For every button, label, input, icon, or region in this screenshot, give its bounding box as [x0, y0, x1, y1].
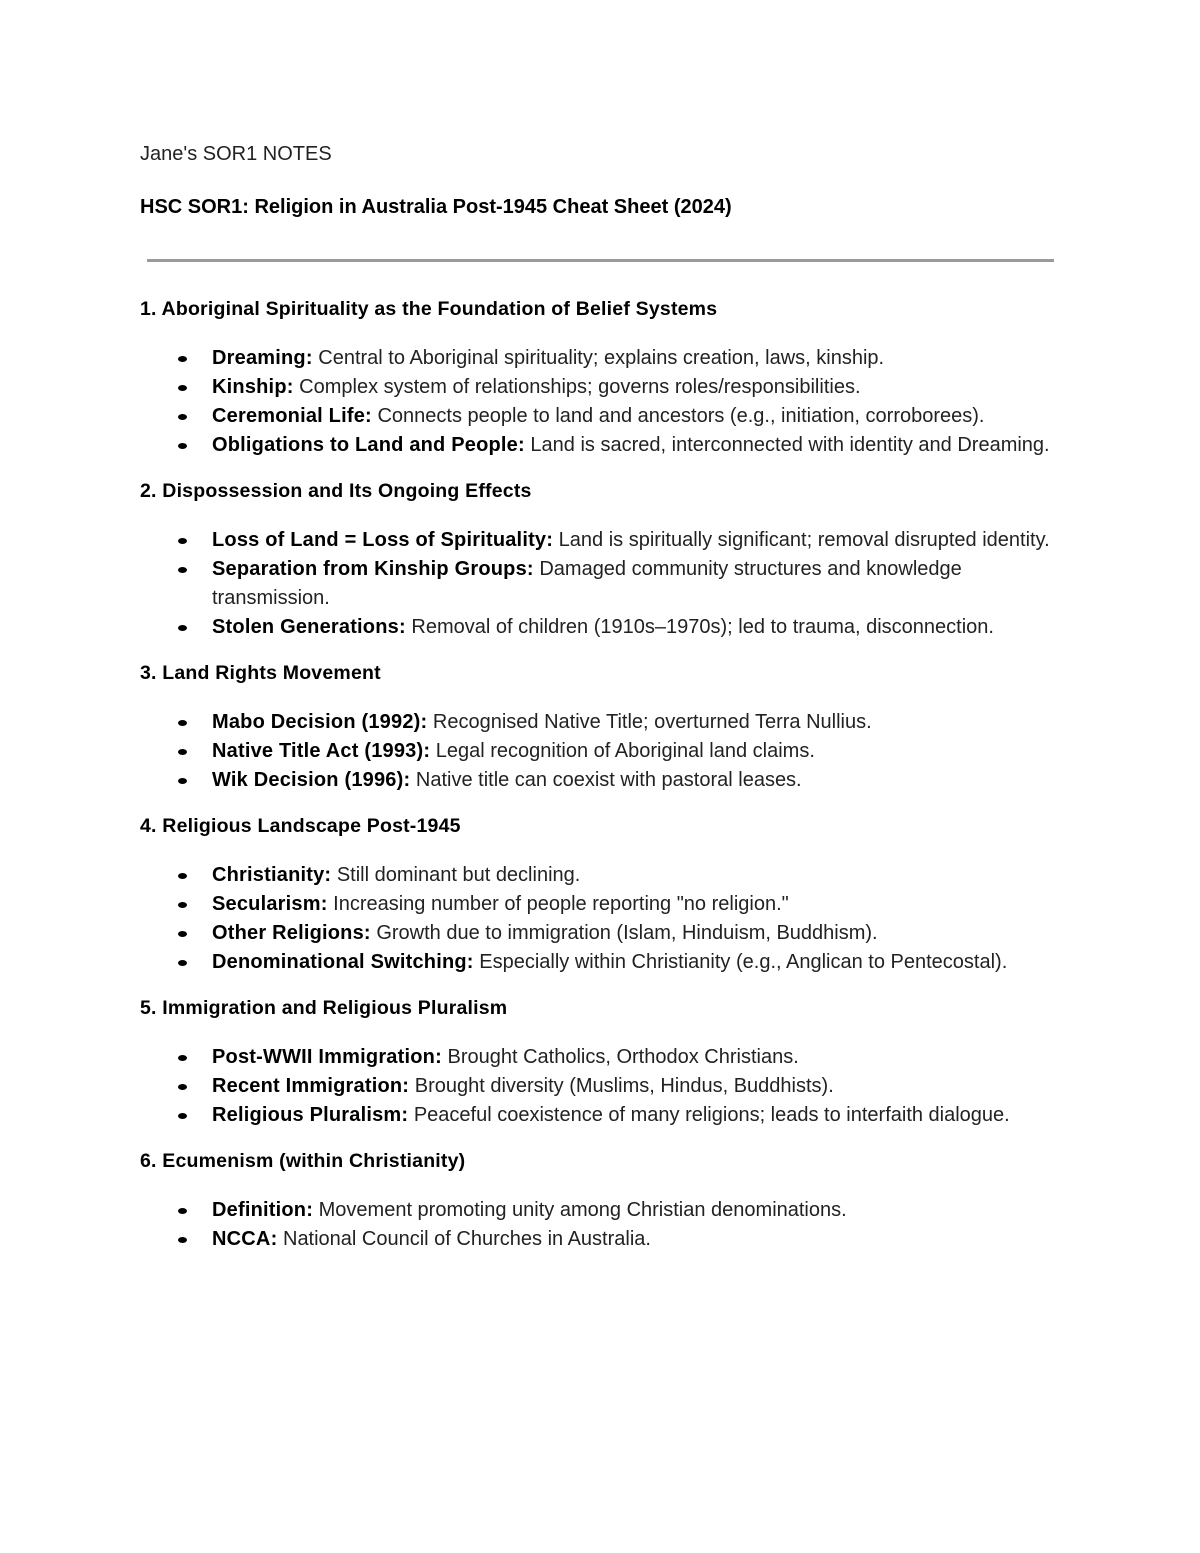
item-description: Growth due to immigration (Islam, Hinduism, Buddhism).	[370, 922, 878, 944]
item-term: Wik Decision (1996):	[212, 769, 411, 791]
item-description: Legal recognition of Aboriginal land claims.	[430, 740, 815, 762]
item-description: Peaceful coexistence of many religions; leads to interfaith dialogue.	[408, 1104, 1010, 1126]
item-description: Connects people to land and ancestors (e.g., initiation, corroborees).	[371, 405, 985, 427]
item-term: Christianity:	[212, 864, 332, 886]
item-term: Secularism:	[212, 893, 328, 915]
bullet-icon	[178, 414, 187, 420]
bullet-icon	[178, 720, 187, 726]
section-heading: 1. Aboriginal Spirituality as the Foundation of Belief Systems	[140, 298, 718, 320]
list-item	[140, 1225, 1080, 1254]
bullet-icon	[178, 1208, 187, 1214]
horizontal-divider	[147, 259, 1054, 262]
notes-section	[140, 812, 1080, 977]
list-item	[140, 613, 1080, 642]
list-item	[140, 373, 1080, 402]
item-description: Central to Aboriginal spirituality; explains creation, laws, kinship.	[312, 347, 885, 369]
item-term: Denominational Switching:	[212, 951, 474, 973]
notes-section	[140, 994, 1080, 1130]
item-term: Obligations to Land and People:	[212, 434, 525, 456]
list-item	[140, 1196, 1080, 1225]
bullet-list	[140, 861, 1080, 977]
item-term: Stolen Generations:	[212, 616, 406, 638]
item-term: Post-WWII Immigration:	[212, 1046, 442, 1068]
item-description: Removal of children (1910s–1970s); led to trauma, disconnection.	[405, 616, 994, 638]
list-item	[140, 431, 1080, 460]
bullet-icon	[178, 385, 187, 391]
item-description: Recognised Native Title; overturned Terra Nullius.	[427, 711, 872, 733]
bullet-icon	[178, 443, 187, 449]
list-item	[140, 1043, 1080, 1072]
bullet-list	[140, 344, 1080, 460]
item-description: Damaged community structures and knowledge transmission.	[212, 558, 962, 609]
list-item	[140, 919, 1080, 948]
bullet-icon	[178, 356, 187, 362]
list-item	[140, 708, 1080, 737]
document-subtitle: HSC SOR1: Religion in Australia Post-1945 Cheat Sheet (2024)	[140, 196, 732, 218]
notes-section	[140, 477, 1080, 642]
item-term: Definition:	[212, 1199, 314, 1221]
item-term: Other Religions:	[212, 922, 371, 944]
list-item	[140, 344, 1080, 373]
bullet-list	[140, 708, 1080, 795]
bullet-icon	[178, 873, 187, 879]
item-description: Increasing number of people reporting "no religion."	[327, 893, 789, 915]
bullet-icon	[178, 1237, 187, 1243]
item-description: Native title can coexist with pastoral leases.	[410, 769, 802, 791]
bullet-list	[140, 1196, 1080, 1254]
item-term: Religious Pluralism:	[212, 1104, 409, 1126]
item-term: Separation from Kinship Groups:	[212, 558, 534, 580]
item-term: Mabo Decision (1992):	[212, 711, 428, 733]
bullet-icon	[178, 1055, 187, 1061]
notes-section	[140, 295, 1080, 460]
item-term: Loss of Land = Loss of Spirituality:	[212, 529, 554, 551]
bullet-icon	[178, 538, 187, 544]
section-heading: 2. Dispossession and Its Ongoing Effects	[140, 480, 532, 502]
list-item	[140, 948, 1080, 977]
item-term: Kinship:	[212, 376, 294, 398]
list-item	[140, 526, 1080, 555]
item-description: Land is spiritually significant; removal disrupted identity.	[553, 529, 1050, 551]
bullet-icon	[178, 778, 187, 784]
item-term: Ceremonial Life:	[212, 405, 372, 427]
item-description: Land is sacred, interconnected with identity and Dreaming.	[524, 434, 1050, 456]
item-description: Brought Catholics, Orthodox Christians.	[441, 1046, 799, 1068]
item-description: Brought diversity (Muslims, Hindus, Buddhists).	[409, 1075, 834, 1097]
item-description: Especially within Christianity (e.g., Anglican to Pentecostal).	[473, 951, 1008, 973]
notes-sections	[140, 295, 1080, 1271]
notes-section	[140, 1147, 1080, 1254]
list-item	[140, 766, 1080, 795]
bullet-icon	[178, 749, 187, 755]
list-item	[140, 555, 1080, 613]
bullet-icon	[178, 902, 187, 908]
bullet-icon	[178, 960, 187, 966]
notes-section	[140, 659, 1080, 795]
section-heading: 3. Land Rights Movement	[140, 662, 381, 684]
list-item	[140, 737, 1080, 766]
bullet-list	[140, 526, 1080, 642]
list-item	[140, 402, 1080, 431]
bullet-list	[140, 1043, 1080, 1130]
section-heading: 5. Immigration and Religious Pluralism	[140, 997, 508, 1019]
list-item	[140, 861, 1080, 890]
item-term: Native Title Act (1993):	[212, 740, 431, 762]
list-item	[140, 890, 1080, 919]
bullet-icon	[178, 625, 187, 631]
item-description: Movement promoting unity among Christian denominations.	[313, 1199, 847, 1221]
item-description: Complex system of relationships; governs roles/responsibilities.	[293, 376, 861, 398]
section-heading: 6. Ecumenism (within Christianity)	[140, 1150, 466, 1172]
item-description: National Council of Churches in Australia.	[277, 1228, 651, 1250]
document-title: Jane's SOR1 NOTES	[140, 143, 332, 165]
bullet-icon	[178, 931, 187, 937]
list-item	[140, 1072, 1080, 1101]
bullet-icon	[178, 567, 187, 573]
bullet-icon	[178, 1084, 187, 1090]
section-heading: 4. Religious Landscape Post-1945	[140, 815, 461, 837]
item-term: NCCA:	[212, 1228, 278, 1250]
bullet-icon	[178, 1113, 187, 1119]
item-term: Recent Immigration:	[212, 1075, 410, 1097]
item-description: Still dominant but declining.	[331, 864, 581, 886]
item-term: Dreaming:	[212, 347, 313, 369]
list-item	[140, 1101, 1080, 1130]
